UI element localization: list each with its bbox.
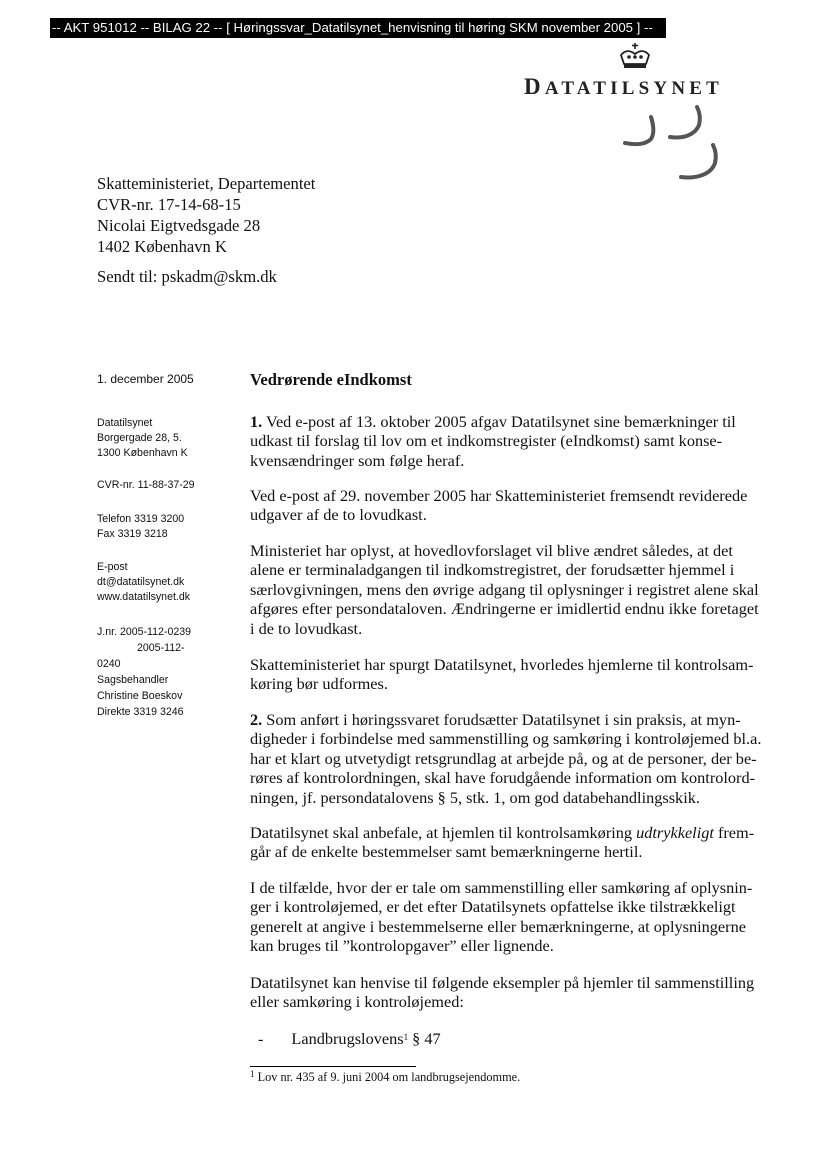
- footnote-divider: [250, 1066, 416, 1067]
- address-line: Borgergade 28, 5.: [97, 432, 182, 444]
- recipient-address: [97, 173, 315, 257]
- bullet-dash: -: [258, 1029, 264, 1048]
- text-line: Ved e-post af 29. november 2005 har Skatteministeriet fremsendt reviderede: [250, 486, 748, 505]
- paragraph-number: 2.: [250, 710, 263, 729]
- journal-number-cont: 0240: [97, 658, 121, 670]
- text-line: har et klart og utvetydigt retsgrundlag at arbejde på, og at de personer, der be-: [250, 748, 757, 768]
- text-line: generelt at angive i bestemmelserne eller bemærkningerne, at oplysningerne: [250, 916, 746, 936]
- paragraph-5: [250, 710, 762, 807]
- address-line: 1300 København K: [97, 447, 188, 459]
- footnote-reference: 1: [403, 1032, 409, 1042]
- text-line: digheder i forbindelse med sammenstilling og samkøring i kontroløjemed bl.a.: [250, 729, 762, 749]
- bullet-text: Landbrugslovens: [291, 1029, 404, 1048]
- footnote: [250, 1070, 520, 1085]
- contact-label: E-post: [97, 561, 128, 573]
- text-line: særlovgivningen, mens den øvrige adgang til oplysninger i registret alene skal: [250, 579, 759, 599]
- recipient-line: CVR-nr. 17-14-68-15: [97, 195, 241, 214]
- handwritten-marks: [615, 105, 735, 185]
- text-line: køring bør udformes.: [250, 674, 388, 694]
- logo-first-letter: D: [524, 74, 545, 99]
- text-line: går af de enkelte bestemmelser samt bemærkningerne hertil.: [250, 842, 643, 862]
- bullet-text-after: § 47: [408, 1029, 441, 1048]
- address-line: Datatilsynet: [97, 417, 153, 429]
- bullet-item: [258, 1029, 758, 1048]
- paragraph-4: [250, 655, 754, 694]
- paragraph-7: [250, 878, 753, 956]
- paragraph-number: 1.: [250, 412, 263, 431]
- paragraph-2: [250, 486, 750, 525]
- sender-address: [97, 416, 188, 461]
- letter-subject: Vedrørende eIndkomst: [250, 370, 412, 389]
- text-line: alene er terminaladgangen til indkomstregistret, der forudsætter hjemmel i: [250, 560, 735, 580]
- journal-number: J.nr. 2005-112-0239: [97, 626, 192, 638]
- recipient-line: Nicolai Eigtvedsgade 28: [97, 216, 261, 235]
- letter-date: 1. december 2005: [97, 372, 194, 386]
- text-line: røres af kontrolordningen, skal have forudgående information om kontrolord-: [250, 768, 756, 788]
- emphasized-word: udtrykkeligt: [636, 823, 714, 842]
- organization-logo: [524, 74, 723, 100]
- text-line: frem-: [713, 823, 755, 842]
- text-line: Datatilsynet kan henvise til følgende eksempler på hjemler til sammenstilling: [250, 973, 755, 992]
- text-line: ger i kontroløjemed, er det efter Datatilsynets opfattelse ikke tilstrækkeligt: [250, 897, 736, 917]
- text-line: Som anført i høringssvaret forudsætter Datatilsynet i sin praksis, at myn-: [262, 710, 741, 729]
- paragraph-6: [250, 823, 755, 862]
- text-line: Ministeriet har oplyst, at hovedlovforslaget vil blive ændret således, at det: [250, 541, 733, 560]
- phone-line: Fax 3319 3218: [97, 528, 168, 540]
- phone-line: Telefon 3319 3200: [97, 513, 185, 525]
- case-handler-label: Sagsbehandler: [97, 674, 169, 686]
- paragraph-8: [250, 973, 755, 1012]
- text-line: I de tilfælde, hvor der er tale om sammenstilling eller samkøring af oplysnin-: [250, 878, 753, 897]
- contact-email: dt@datatilsynet.dk: [97, 576, 185, 588]
- text-line: afgøres efter persondataloven. Ændringerne er imidlertid endnu ikke foretaget: [250, 599, 759, 619]
- text-line: i de to lovudkast.: [250, 618, 363, 638]
- contact-web: www.datatilsynet.dk: [97, 591, 191, 603]
- recipient-line: 1402 København K: [97, 237, 227, 256]
- sender-phone: [97, 512, 184, 542]
- text-line: udkast til forslag til lov om et indkomstregister (eIndkomst) samt konse-: [250, 431, 723, 451]
- recipient-line: Skatteministeriet, Departementet: [97, 174, 316, 193]
- text-line: udgaver af de to lovudkast.: [250, 505, 427, 525]
- case-info: [97, 624, 191, 720]
- text-line: kvensændringer som følge heraf.: [250, 450, 465, 470]
- sender-contact: [97, 560, 190, 605]
- footnote-text: Lov nr. 435 af 9. juni 2004 om landbrugsejendomme.: [254, 1070, 521, 1084]
- text-line: Skatteministeriet har spurgt Datatilsynet, hvorledes hjemlerne til kontrolsam-: [250, 655, 754, 674]
- sender-cvr: CVR-nr. 11-88-37-29: [97, 479, 195, 491]
- journal-number-cont: 2005-112-: [137, 642, 185, 654]
- logo-rest: ATATILSYNET: [544, 78, 723, 99]
- sent-to-line: Sendt til: pskadm@skm.dk: [97, 267, 277, 286]
- text-line: ningen, jf. persondatalovens § 5, stk. 1, om god databehandlingsskik.: [250, 787, 700, 807]
- text-line: kan bruges til ”kontrolopgaver” eller lignende.: [250, 936, 554, 956]
- crown-icon: [618, 42, 652, 70]
- footnote-number: 1: [250, 1069, 255, 1079]
- text-line: Ved e-post af 13. oktober 2005 afgav Datatilsynet sine bemærkninger til: [262, 412, 736, 431]
- text-line: eller samkøring i kontroløjemed:: [250, 992, 464, 1012]
- direct-phone: Direkte 3319 3246: [97, 706, 184, 718]
- paragraph-3: [250, 541, 759, 638]
- document-header-bar: -- AKT 951012 -- BILAG 22 -- [ Høringssvar_Datatilsynet_henvisning til høring SKM november 2005 ] --: [50, 18, 666, 38]
- case-handler-name: Christine Boeskov: [97, 690, 183, 702]
- text-line: Datatilsynet skal anbefale, at hjemlen til kontrolsamkøring: [250, 823, 637, 842]
- paragraph-1: [250, 412, 750, 470]
